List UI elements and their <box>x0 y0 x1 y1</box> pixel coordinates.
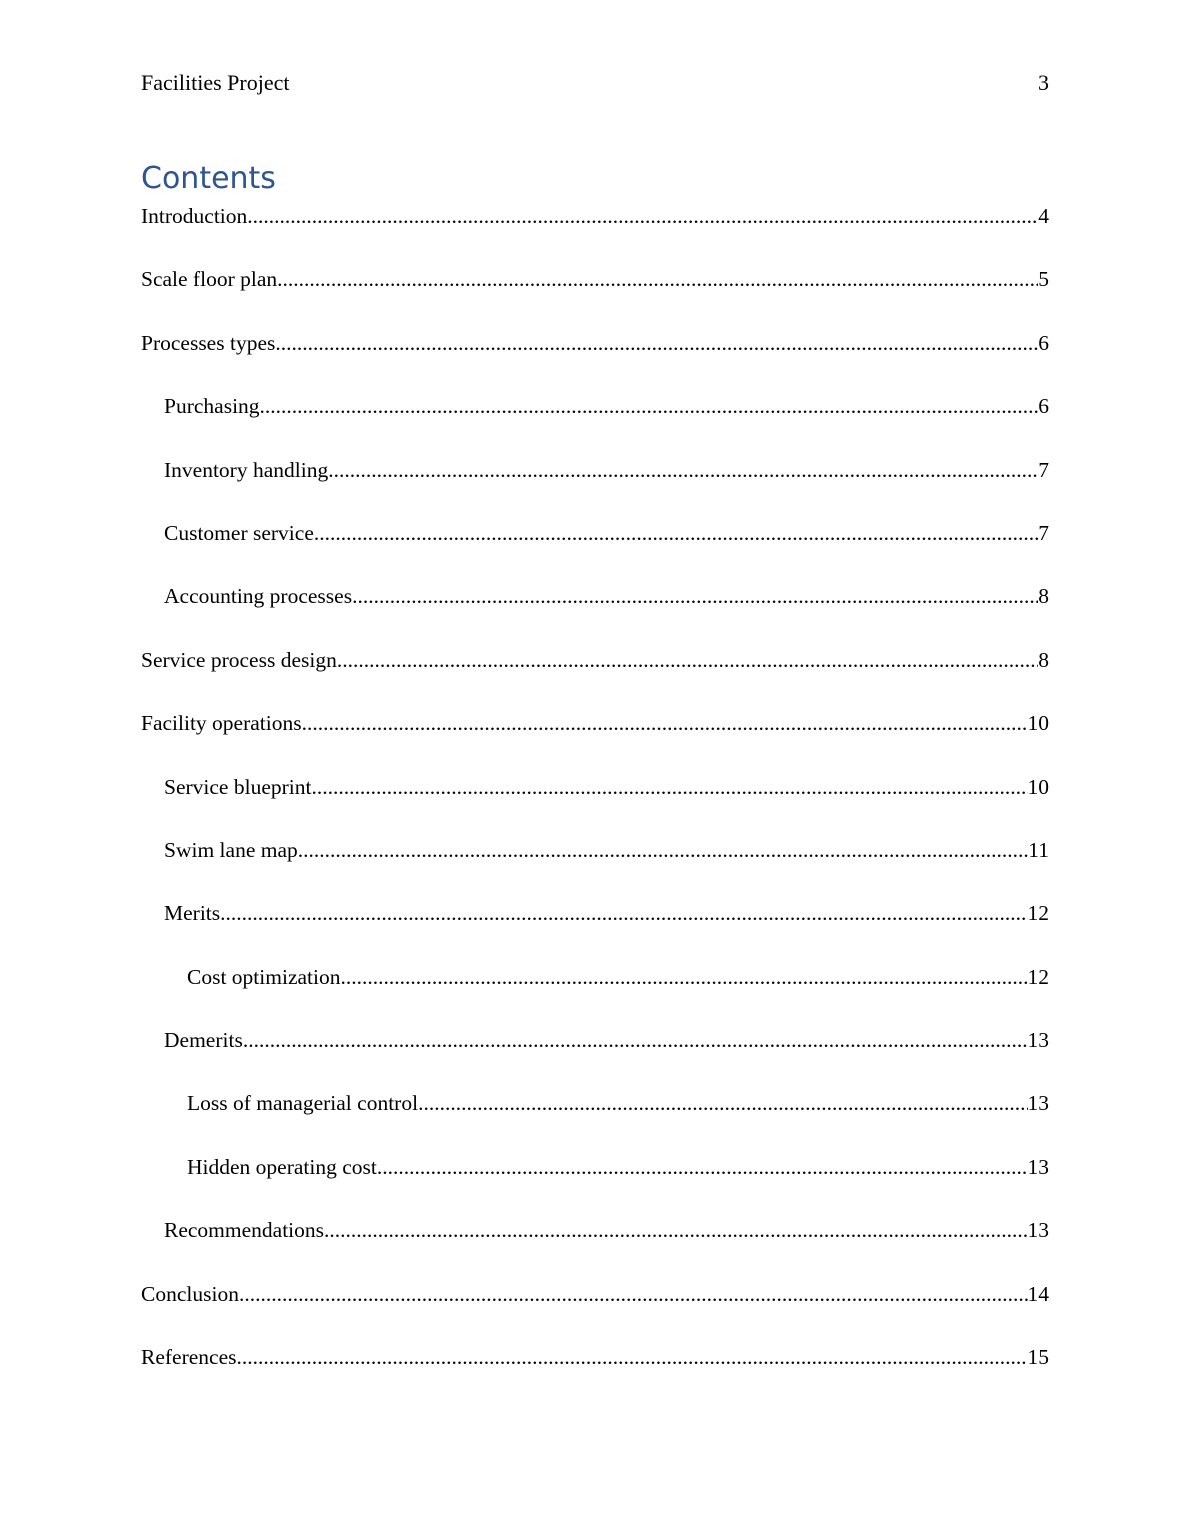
toc-entry[interactable] <box>141 707 1049 770</box>
toc-entry[interactable] <box>141 1278 1049 1341</box>
toc-entry-label: Merits <box>164 901 221 926</box>
toc-entry-label: Customer service <box>164 520 314 545</box>
toc-entry[interactable] <box>141 834 1049 897</box>
toc-dot-leader <box>298 834 1029 866</box>
toc-entry-label: Cost optimization <box>187 964 341 989</box>
toc-dot-leader <box>277 263 1038 295</box>
toc-dot-leader <box>324 1214 1027 1246</box>
toc-dot-leader <box>237 1341 1028 1373</box>
toc-entry-page-number: 6 <box>1038 330 1049 355</box>
toc-dot-leader <box>247 200 1038 232</box>
toc-entry[interactable] <box>141 390 1049 453</box>
toc-heading: Contents <box>141 161 276 196</box>
toc-entry-label: References <box>141 1345 237 1370</box>
toc-entry-label: Conclusion <box>141 1281 239 1306</box>
toc-entry-page-number: 13 <box>1027 1154 1049 1179</box>
toc-entry-label: Facility operations <box>141 711 302 736</box>
toc-entry-label: Processes types <box>141 330 276 355</box>
toc-dot-leader <box>418 1087 1027 1119</box>
toc-entry-label: Introduction <box>141 204 248 228</box>
toc-entry-label: Service blueprint <box>164 774 312 799</box>
toc-entry-page-number: 11 <box>1028 837 1049 862</box>
toc-dot-leader <box>260 390 1039 422</box>
toc-entry[interactable] <box>141 263 1049 326</box>
toc-entry-page-number: 13 <box>1027 1028 1049 1053</box>
toc-entry[interactable] <box>141 327 1049 390</box>
toc-entry-label: Inventory handling <box>164 457 329 482</box>
toc-entry-page-number: 6 <box>1038 394 1049 419</box>
header-page-number: 3 <box>1038 70 1049 95</box>
toc-entry[interactable] <box>141 1151 1049 1214</box>
toc-dot-leader <box>311 771 1027 803</box>
toc-dot-leader <box>377 1151 1028 1183</box>
toc-entry-page-number: 5 <box>1038 267 1049 292</box>
toc-entry[interactable] <box>141 1214 1049 1277</box>
toc-entry-page-number: 12 <box>1027 964 1049 989</box>
toc-entry[interactable] <box>141 961 1049 1024</box>
toc-entry-page-number: 7 <box>1038 520 1049 545</box>
toc-entry[interactable] <box>141 1024 1049 1087</box>
toc-entry[interactable] <box>141 897 1049 960</box>
toc-entry-page-number: 15 <box>1027 1345 1049 1370</box>
toc-entry-label: Demerits <box>164 1028 243 1053</box>
toc-entry-page-number: 13 <box>1027 1218 1049 1243</box>
toc-dot-leader <box>302 707 1028 739</box>
table-of-contents <box>141 200 1049 1404</box>
toc-entry-page-number: 7 <box>1038 457 1049 482</box>
toc-dot-leader <box>239 1278 1028 1310</box>
toc-dot-leader <box>328 454 1038 486</box>
toc-entry[interactable] <box>141 771 1049 834</box>
toc-entry-page-number: 10 <box>1027 774 1049 799</box>
toc-entry-page-number: 4 <box>1038 204 1049 228</box>
toc-entry-page-number: 13 <box>1027 1091 1049 1116</box>
toc-entry-label: Swim lane map <box>164 837 298 862</box>
toc-entry-label: Recommendations <box>164 1218 325 1243</box>
toc-entry[interactable] <box>141 1087 1049 1150</box>
header-title: Facilities Project <box>141 70 290 95</box>
toc-entry-page-number: 8 <box>1038 584 1049 609</box>
toc-dot-leader <box>220 897 1027 929</box>
toc-entry-label: Hidden operating cost <box>187 1154 377 1179</box>
toc-entry-page-number: 8 <box>1038 647 1049 672</box>
toc-entry[interactable] <box>141 517 1049 580</box>
toc-entry[interactable] <box>141 200 1049 263</box>
toc-dot-leader <box>337 644 1038 676</box>
toc-entry-label: Purchasing <box>164 394 260 419</box>
toc-dot-leader <box>314 517 1038 549</box>
toc-dot-leader <box>243 1024 1028 1056</box>
toc-entry[interactable] <box>141 454 1049 517</box>
page-header <box>141 70 1049 100</box>
toc-entry-label: Accounting processes <box>164 584 353 609</box>
toc-dot-leader <box>275 327 1038 359</box>
toc-entry-label: Service process design <box>141 647 337 672</box>
toc-entry-label: Scale floor plan <box>141 267 278 292</box>
toc-entry[interactable] <box>141 1341 1049 1404</box>
toc-dot-leader <box>352 580 1038 612</box>
toc-entry-page-number: 12 <box>1027 901 1049 926</box>
toc-entry[interactable] <box>141 644 1049 707</box>
toc-entry[interactable] <box>141 580 1049 643</box>
toc-entry-label: Loss of managerial control <box>187 1091 419 1116</box>
toc-entry-page-number: 10 <box>1027 711 1049 736</box>
toc-entry-page-number: 14 <box>1027 1281 1049 1306</box>
toc-dot-leader <box>340 961 1027 993</box>
